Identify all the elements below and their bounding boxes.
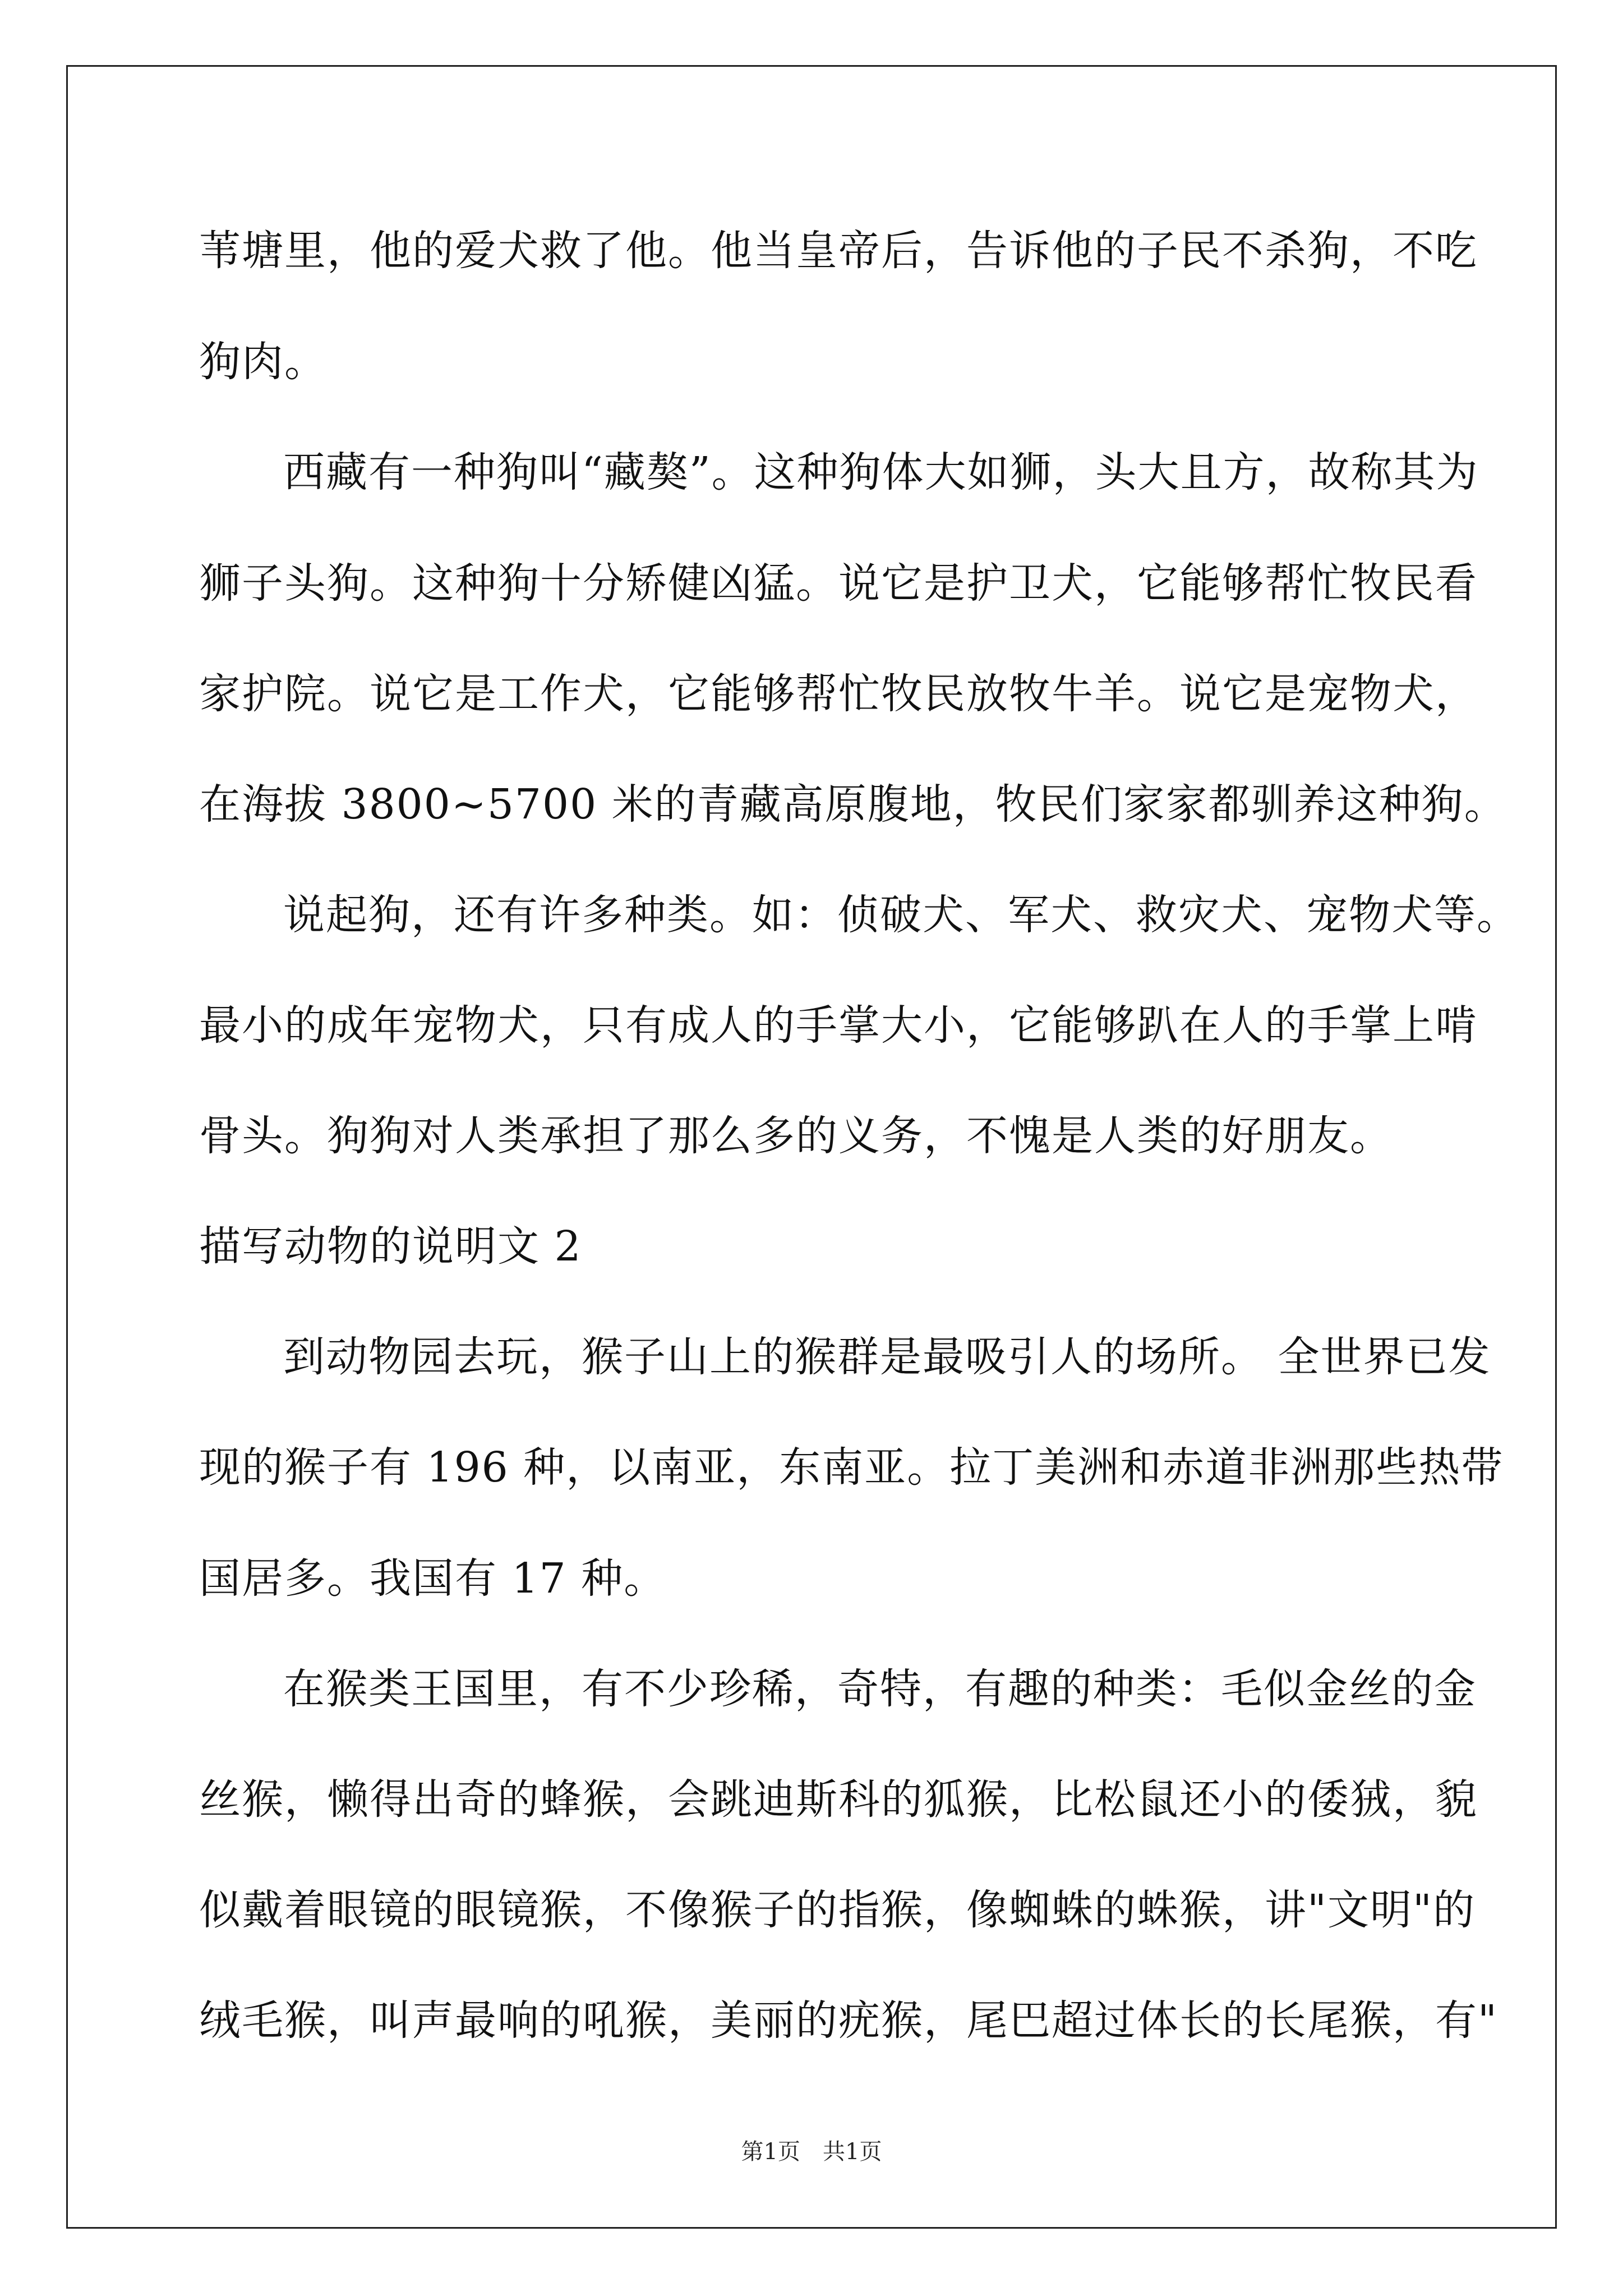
text-line: 在海拔 3800~5700 米的青藏高原腹地，牧民们家家都驯养这种狗。 [199,780,1507,829]
page-number: 第1页 共1页 [741,2139,882,2165]
text-line: 到动物园去玩，猴子山上的猴群是最吸引人的场所。 全世界已发 [283,1333,1491,1381]
text-line: 狗肉。 [199,338,327,386]
text-line: 丝猴，懒得出奇的蜂猴，会跳迪斯科的狐猴，比松鼠还小的倭狨，貌 [199,1775,1478,1824]
text-line: 说起狗，还有许多种类。如：侦破犬、军犬、救灾犬、宠物犬等。 [283,891,1519,939]
text-line: 狮子头狗。这种狗十分矫健凶猛。说它是护卫犬，它能够帮忙牧民看 [199,559,1478,608]
text-line: 现的猴子有 196 种，以南亚，东南亚。拉丁美洲和赤道非洲那些热带 [199,1443,1504,1492]
text-line: 绒毛猴，叫声最响的吼猴，美丽的疣猴，尾巴超过体长的长尾猴，有" [199,1996,1498,2045]
text-line: 家护院。说它是工作犬，它能够帮忙牧民放牧牛羊。说它是宠物犬， [199,670,1478,718]
text-line: 西藏有一种狗叫“藏獒”。这种狗体大如狮，头大且方，故称其为 [283,448,1479,496]
text-line: 最小的成年宠物犬，只有成人的手掌大小，它能够趴在人的手掌上啃 [199,1001,1478,1050]
section-heading: 描写动物的说明文 2 [199,1222,582,1271]
text-line: 苇塘里，他的爱犬救了他。他当皇帝后，告诉他的子民不杀狗，不吃 [199,227,1478,275]
text-line: 国居多。我国有 17 种。 [199,1554,667,1603]
text-line: 骨头。狗狗对人类承担了那么多的义务，不愧是人类的好朋友。 [199,1112,1393,1160]
text-line: 在猴类王国里，有不少珍稀，奇特，有趣的种类：毛似金丝的金 [283,1665,1477,1713]
text-line: 似戴着眼镜的眼镜猴，不像猴子的指猴，像蜘蛛的蛛猴，讲"文明"的 [199,1886,1476,1934]
